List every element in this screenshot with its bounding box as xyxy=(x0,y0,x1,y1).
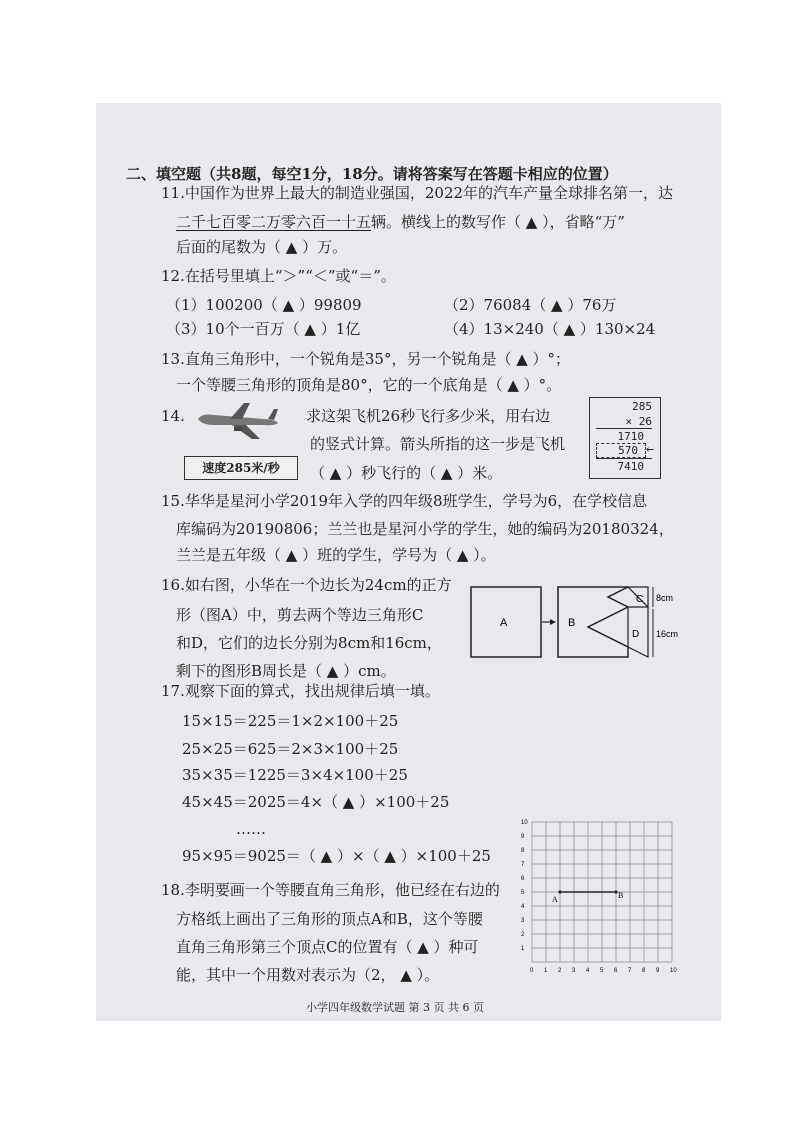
y-tick-label: 4 xyxy=(521,904,525,910)
y-tick-label: 6 xyxy=(521,876,525,882)
calc-row-1: 285 xyxy=(632,400,652,413)
vertical-calculation xyxy=(589,397,661,479)
exam-page xyxy=(96,103,721,1021)
x-tick-label: 6 xyxy=(614,968,618,974)
cut-square-figure xyxy=(470,581,700,663)
q17-eq3: 35×35＝1225＝3×4×100＋25 xyxy=(182,766,408,784)
q11-line3: 后面的尾数为（ ▲ ）万。 xyxy=(176,238,348,256)
x-tick-label: 3 xyxy=(572,968,576,974)
q12-b: （2）76084（ ▲ ）76万 xyxy=(444,296,617,314)
x-tick-label: 4 xyxy=(586,968,590,974)
measure-16cm: 16cm xyxy=(656,629,679,639)
q14-number: 14. xyxy=(161,407,185,425)
q14-line2: 的竖式计算。箭头所指的这一步是飞机 xyxy=(310,435,566,453)
measure-8cm: 8cm xyxy=(656,593,674,603)
x-tick-label: 8 xyxy=(642,968,646,974)
q17-eq1: 15×15＝225＝1×2×100＋25 xyxy=(182,712,399,730)
label-point-a: A xyxy=(552,895,558,904)
y-tick-label: 10 xyxy=(521,820,528,826)
airplane-icon xyxy=(194,399,280,443)
q11-line2 xyxy=(176,212,625,232)
section-header: 二、填空题（共8题，每空1分，18分。请将答案写在答题卡相应的位置） xyxy=(126,165,618,183)
x-tick-label: 9 xyxy=(656,968,660,974)
q17-dots: …… xyxy=(236,820,266,838)
q16-line1: 16.如右图，小华在一个边长为24cm的正方 xyxy=(161,576,452,594)
speed-box: 速度285米/秒 xyxy=(184,456,298,480)
q16-line2: 形（图A）中，剪去两个等边三角形C xyxy=(176,606,424,624)
x-tick-label: 10 xyxy=(670,968,677,974)
arrow-right-icon xyxy=(550,619,556,625)
label-d: D xyxy=(632,629,640,640)
x-tick-label: 5 xyxy=(600,968,604,974)
q12-d: （4）13×240（ ▲ ）130×24 xyxy=(444,320,656,338)
q13-line1: 13.直角三角形中，一个锐角是35°，另一个锐角是（ ▲ ）°； xyxy=(161,350,571,368)
y-tick-label: 2 xyxy=(521,932,525,938)
q12-a: （1）100200（ ▲ ）99809 xyxy=(166,296,362,314)
q16-line3: 和D，它们的边长分别为8cm和16cm， xyxy=(176,634,442,652)
calc-rule-2 xyxy=(596,458,652,459)
q18-line3: 直角三角形第三个顶点C的位置有（ ▲ ）种可 xyxy=(176,938,479,956)
q15-line1: 15.华华是星河小学2019年入学的四年级8班学生，学号为6，在学校信息 xyxy=(161,492,648,510)
q13-line2: 一个等腰三角形的顶角是80°，它的一个底角是（ ▲ ）°。 xyxy=(176,376,562,394)
grid-paper xyxy=(520,816,676,976)
q18-line4: 能，其中一个用数对表示为（2， ▲ ）。 xyxy=(176,966,440,984)
calc-row-5: 7410 xyxy=(617,460,644,473)
q15-line3: 兰兰是五年级（ ▲ ）班的学生，学号为（ ▲ ）。 xyxy=(176,546,496,564)
label-c: C xyxy=(636,594,644,605)
y-tick-label: 3 xyxy=(521,918,525,924)
y-tick-label: 7 xyxy=(521,862,525,868)
y-tick-label: 9 xyxy=(521,834,525,840)
q12-c: （3）10个一百万（ ▲ ）1亿 xyxy=(166,320,361,338)
arrow-left-icon: ← xyxy=(646,442,654,457)
label-b: B xyxy=(568,617,576,629)
q17-line1: 17.观察下面的算式，找出规律后填一填。 xyxy=(161,682,440,700)
q18-line2: 方格纸上画出了三角形的顶点A和B，这个等腰 xyxy=(176,910,483,928)
y-tick-label: 5 xyxy=(521,890,525,896)
x-tick-label: 1 xyxy=(544,968,548,974)
q11-line1: 11.中国作为世界上最大的制造业强国，2022年的汽车产量全球排名第一，达 xyxy=(161,184,674,202)
label-a: A xyxy=(500,617,508,629)
q15-line2: 库编码为20190806；兰兰也是星河小学的学生，她的编码为20180324， xyxy=(176,520,674,538)
label-point-b: B xyxy=(618,891,624,900)
x-tick-label: 7 xyxy=(628,968,632,974)
y-tick-label: 1 xyxy=(521,946,525,952)
point-a xyxy=(558,890,561,893)
calc-rule-1 xyxy=(596,428,652,429)
calc-row-4: 570 xyxy=(618,444,638,457)
q17-eq2: 25×25＝625＝2×3×100＋25 xyxy=(182,740,399,758)
q12-line1: 12.在括号里填上“＞”“＜”或“＝”。 xyxy=(161,267,396,285)
page-footer: 小学四年级数学试题 第 3 页 共 6 页 xyxy=(306,1001,484,1014)
q14-line1: 求这架飞机26秒飞行多少米，用右边 xyxy=(306,407,551,425)
calc-row-2: × 26 xyxy=(625,415,652,428)
q17-eq5: 95×95＝9025＝（ ▲ ）×（ ▲ ）×100＋25 xyxy=(182,847,491,865)
q14-line3: （ ▲ ）秒飞行的（ ▲ ）米。 xyxy=(310,464,503,482)
q11-line2-rest: 辆。横线上的数写作（ ▲ ），省略“万” xyxy=(371,213,625,231)
x-tick-label: 0 xyxy=(530,968,534,974)
q17-eq4: 45×45＝2025＝4×（ ▲ ）×100＋25 xyxy=(182,793,450,811)
calc-highlight-box xyxy=(596,443,646,458)
q18-line1: 18.李明要画一个等腰直角三角形，他已经在右边的 xyxy=(161,881,500,899)
y-tick-label: 8 xyxy=(521,848,525,854)
calc-row-3: 1710 xyxy=(617,430,644,443)
x-tick-label: 2 xyxy=(558,968,562,974)
q16-line4: 剩下的图形B周长是（ ▲ ）cm。 xyxy=(176,662,396,680)
q11-underlined-number: 二千七百零二万零六百一十五 xyxy=(176,213,372,231)
